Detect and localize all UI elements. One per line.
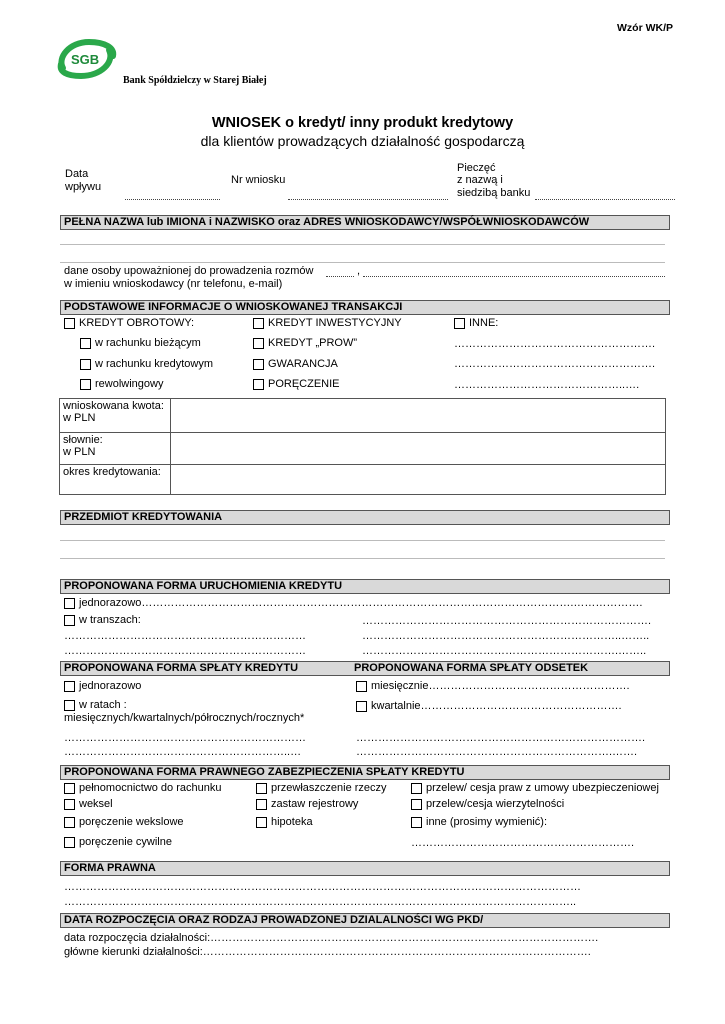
- checkbox-box[interactable]: [80, 359, 91, 370]
- checkbox-box[interactable]: [64, 799, 75, 810]
- checkbox-cesja-ubezpieczenie[interactable]: [411, 782, 659, 794]
- checkbox-poreczenie-cywilne[interactable]: [64, 836, 172, 848]
- stamp-label-1: Pieczęć: [457, 162, 496, 174]
- checkbox-przewlaszczenie[interactable]: [256, 782, 387, 794]
- section-collateral-header: PROPONOWANA FORMA PRAWNEGO ZABEZPIECZENIA SPŁATY KREDYTU: [60, 765, 670, 780]
- checkbox-box[interactable]: [80, 379, 91, 390]
- nr-field[interactable]: [288, 199, 448, 200]
- tranche-field-r2[interactable]: ……………………………………………………………..……..: [362, 630, 650, 642]
- checkbox-box[interactable]: [64, 598, 75, 609]
- checkbox-poreczenie[interactable]: [253, 378, 340, 390]
- amount-table: [59, 398, 666, 495]
- purpose-line-1[interactable]: [60, 540, 665, 541]
- section-purpose-header: PRZEDMIOT KREDYTOWANIA: [60, 510, 670, 525]
- contact-field-a[interactable]: [326, 276, 354, 277]
- checkbox-box[interactable]: [64, 318, 75, 329]
- repayment-credit-title: PROPONOWANA FORMA SPŁATY KREDYTU: [64, 662, 299, 674]
- words-input[interactable]: [171, 433, 666, 465]
- label: hipoteka: [271, 816, 313, 828]
- label: przelew/cesja wierzytelności: [426, 798, 565, 810]
- checkbox-box[interactable]: [411, 817, 422, 828]
- tranche-field-r1[interactable]: …………………………………………………………………….: [362, 615, 652, 627]
- checkbox-gwarancja[interactable]: [253, 358, 338, 370]
- label: INNE:: [469, 317, 499, 329]
- repayment-field-r1[interactable]: …………………………………………………………………….: [356, 732, 646, 744]
- section-applicant-header: PEŁNA NAZWA lub IMIONA i NAZWISKO oraz ADRES WNIOSKODAWCY/WSPÓŁWNIOSKODAWCÓW: [60, 215, 670, 230]
- form-title: WNIOSEK o kredyt/ inny produkt kredytowy: [211, 115, 514, 131]
- checkbox-box[interactable]: [64, 681, 75, 692]
- repayment-field-l2[interactable]: ……………………………………………………..…: [64, 746, 302, 758]
- checkbox-box[interactable]: [80, 338, 91, 349]
- label: jednorazowo: [79, 680, 142, 692]
- checkbox-box[interactable]: [64, 700, 75, 711]
- checkbox-box[interactable]: [454, 318, 465, 329]
- label: przelew/ cesja praw z umowy ubezpieczeniowej: [426, 782, 659, 794]
- checkbox-box[interactable]: [256, 783, 267, 794]
- stamp-label-3: siedzibą banku: [457, 187, 531, 199]
- applicant-line-2[interactable]: [60, 262, 665, 263]
- label: kwartalnie……………………………………………….: [371, 700, 622, 712]
- tranche-field-r3[interactable]: …………………………………………………………….……..: [362, 645, 647, 657]
- activity-main-field[interactable]: główne kierunki działalności:…………………………………………………………………………………………….: [64, 946, 591, 958]
- section-repayment-header: [60, 661, 670, 676]
- label: PORĘCZENIE: [268, 378, 340, 390]
- checkbox-box[interactable]: [256, 817, 267, 828]
- legal-form-field-1[interactable]: ……………………………………………………………………………………………………………………………: [64, 881, 581, 893]
- section-legal-form-header: FORMA PRAWNA: [60, 861, 670, 876]
- activity-start-field[interactable]: data rozpoczęcia działalności:…………………………………………………………………………………………….: [64, 932, 599, 944]
- label: w rachunku kredytowym: [95, 358, 213, 370]
- sgb-logo: [55, 38, 117, 80]
- checkbox-disb-jednorazowo[interactable]: [64, 597, 643, 609]
- period-label-cell: [60, 465, 171, 495]
- tranche-field-l2[interactable]: …………………………………………………………: [64, 630, 306, 642]
- label: pełnomocnictwo do rachunku: [79, 782, 222, 794]
- checkbox-box[interactable]: [64, 817, 75, 828]
- label: GWARANCJA: [268, 358, 338, 370]
- amount-label-cell: [60, 399, 171, 433]
- stamp-field[interactable]: [535, 199, 675, 200]
- form-code: Wzór WK/P: [617, 22, 673, 34]
- contact-label-2: w imieniu wnioskodawcy (nr telefonu, e-mail): [64, 278, 283, 290]
- checkbox-int-miesiecznie[interactable]: [356, 680, 630, 692]
- amount-label: wnioskowana kwota:: [63, 400, 164, 412]
- label: zastaw rejestrowy: [271, 798, 359, 810]
- checkbox-box[interactable]: [256, 799, 267, 810]
- checkbox-rep-jednorazowo[interactable]: [64, 680, 141, 692]
- form-subtitle: dla klientów prowadzących działalność gospodarczą: [200, 133, 525, 149]
- checkbox-kredyt-inwestycyjny[interactable]: [253, 317, 402, 329]
- checkbox-box[interactable]: [411, 783, 422, 794]
- checkbox-box[interactable]: [64, 615, 75, 626]
- checkbox-rewolwingowy[interactable]: [80, 378, 163, 390]
- checkbox-int-kwartalnie[interactable]: [356, 700, 622, 712]
- checkbox-zastaw[interactable]: [256, 798, 358, 810]
- applicant-line-1[interactable]: [60, 244, 665, 245]
- checkbox-box[interactable]: [64, 837, 75, 848]
- checkbox-cesja-wierzytelnosci[interactable]: [411, 798, 564, 810]
- checkbox-rachunek-kredytowy[interactable]: [80, 358, 213, 370]
- checkbox-hipoteka[interactable]: [256, 816, 313, 828]
- checkbox-box[interactable]: [64, 783, 75, 794]
- label: przewłaszczenie rzeczy: [271, 782, 387, 794]
- words-unit: w PLN: [63, 446, 96, 458]
- repayment-field-r2[interactable]: …………………………………………………………….…….: [356, 746, 638, 758]
- checkbox-kredyt-obrotowy[interactable]: [64, 317, 194, 329]
- checkbox-inne-zabezpieczenie[interactable]: [411, 816, 547, 828]
- checkbox-box[interactable]: [253, 379, 264, 390]
- installments-options: miesięcznych/kwartalnych/półrocznych/rocznych*: [64, 712, 305, 724]
- date-label-1: Data: [65, 168, 89, 180]
- words-label-cell: [60, 433, 171, 465]
- contact-field-b[interactable]: [363, 276, 665, 277]
- checkbox-box[interactable]: [253, 338, 264, 349]
- section-disbursement-header: PROPONOWANA FORMA URUCHOMIENIA KREDYTU: [60, 579, 670, 594]
- inne-field-2[interactable]: ……………………………………………….: [454, 358, 656, 370]
- date-label-2: wpływu: [65, 181, 102, 193]
- checkbox-rep-raty[interactable]: [64, 699, 127, 711]
- checkbox-poreczenie-wekslowe[interactable]: [64, 816, 184, 828]
- contact-comma: ,: [357, 265, 361, 277]
- label: inne (prosimy wymienić):: [426, 816, 548, 828]
- amount-input[interactable]: [171, 399, 666, 433]
- checkbox-pelnomocnictwo[interactable]: [64, 782, 221, 794]
- repayment-field-l1[interactable]: …………………………………………………………: [64, 732, 306, 744]
- label: w ratach :: [79, 699, 127, 711]
- purpose-line-2[interactable]: [60, 558, 665, 559]
- period-input[interactable]: [171, 465, 666, 495]
- checkbox-kredyt-prow[interactable]: [253, 337, 357, 349]
- label: KREDYT „PROW”: [268, 337, 358, 349]
- label: poręczenie cywilne: [79, 836, 172, 848]
- words-label: słownie:: [63, 434, 103, 446]
- section-activity-header: DATA ROZPOCZĘCIA ORAZ RODZAJ PROWADZONEJ DZIALALNOŚCI WG PKD/: [60, 913, 670, 928]
- label: rewolwingowy: [95, 378, 164, 390]
- label: w rachunku bieżącym: [95, 337, 201, 349]
- label: miesięcznie……………………………………………….: [371, 680, 630, 692]
- collateral-other-field[interactable]: …………………………………………………….: [411, 837, 635, 849]
- checkbox-weksel[interactable]: [64, 798, 113, 810]
- label: KREDYT INWESTYCYJNY: [268, 317, 402, 329]
- logo-text: SGB: [71, 52, 100, 67]
- checkbox-box[interactable]: [356, 681, 367, 692]
- label: KREDYT OBROTOWY:: [79, 317, 195, 329]
- checkbox-box[interactable]: [411, 799, 422, 810]
- period-label: okres kredytowania:: [63, 466, 161, 478]
- repayment-interest-title: PROPONOWANA FORMA SPŁATY ODSETEK: [354, 662, 589, 674]
- tranche-field-l3[interactable]: …………………………………………………………: [64, 645, 306, 657]
- section-transaction-header: PODSTAWOWE INFORMACJE O WNIOSKOWANEJ TRANSAKCJI: [60, 300, 670, 315]
- checkbox-box[interactable]: [253, 359, 264, 370]
- checkbox-inne[interactable]: [454, 317, 498, 329]
- amount-unit: w PLN: [63, 412, 96, 424]
- date-field[interactable]: [125, 199, 220, 200]
- stamp-label-2: z nazwą i: [457, 174, 503, 186]
- checkbox-box[interactable]: [356, 701, 367, 712]
- label: jednorazowo……………………………………………………………………………………………………….……………….: [79, 597, 643, 609]
- bank-name: Bank Spółdzielczy w Starej Białej: [123, 75, 267, 86]
- inne-field-1[interactable]: ……………………………………………….: [454, 338, 656, 350]
- checkbox-disb-transze[interactable]: [64, 614, 141, 626]
- legal-form-field-2[interactable]: …………………………………………………………………………………………………………………………..: [64, 896, 577, 908]
- contact-label-1: dane osoby upoważnionej do prowadzenia rozmów: [64, 265, 314, 277]
- checkbox-box[interactable]: [253, 318, 264, 329]
- label: w transzach:: [79, 614, 141, 626]
- label: poręczenie wekslowe: [79, 816, 184, 828]
- checkbox-rachunek-biezacy[interactable]: [80, 337, 201, 349]
- nr-label: Nr wniosku: [231, 174, 286, 186]
- label: weksel: [79, 798, 113, 810]
- inne-field-3[interactable]: ………………………………………..….: [454, 379, 640, 391]
